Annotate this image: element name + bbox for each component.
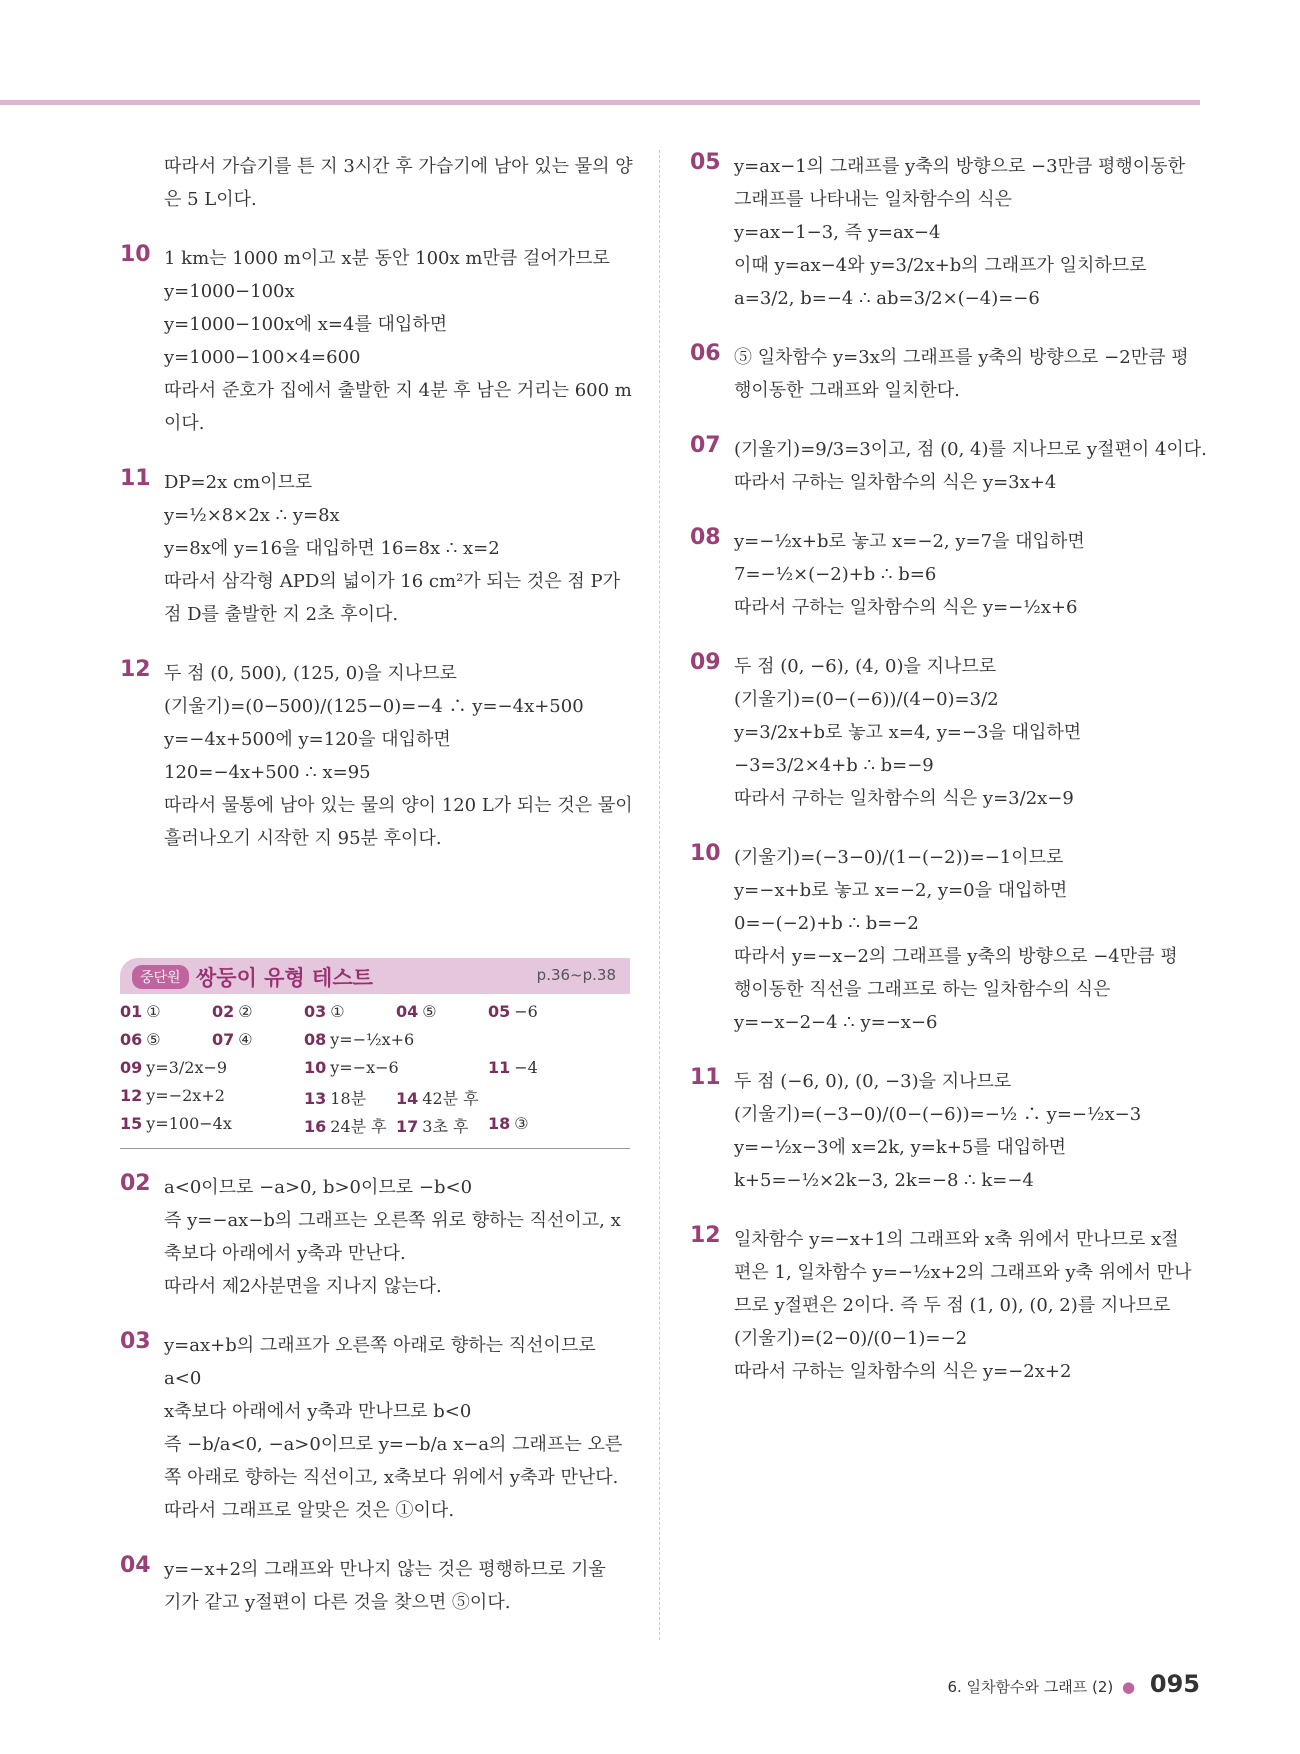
solution-line: 행이동한 직선을 그래프로 하는 일차함수의 식은 bbox=[734, 979, 1111, 1000]
solution-line: 두 점 (−6, 0), (0, −3)을 지나므로 bbox=[734, 1071, 1012, 1092]
problem-number: 02 bbox=[120, 1171, 151, 1196]
problem bbox=[690, 1065, 1210, 1197]
solution-line: 따라서 그래프로 알맞은 것은 ①이다. bbox=[164, 1500, 455, 1521]
solution-line: 따라서 y=−x−2의 그래프를 y축의 방향으로 −4만큼 평 bbox=[734, 946, 1178, 967]
solution-line: 따라서 물통에 남아 있는 물의 양이 120 L가 되는 것은 물이 bbox=[164, 795, 633, 816]
solution-line: y=1000−100x bbox=[164, 281, 295, 302]
answer-value: y=100−4x bbox=[146, 1114, 232, 1133]
solution-line: (기울기)=(−3−0)/(0−(−6))=−½ ∴ y=−½x−3 bbox=[734, 1104, 1142, 1125]
answer-number: 08 bbox=[304, 1030, 327, 1049]
solution-line: 1 km는 1000 m이고 x분 동안 100x m만큼 걸어가므로 bbox=[164, 248, 610, 269]
problem-number: 08 bbox=[690, 525, 721, 550]
solution-line: 따라서 구하는 일차함수의 식은 y=−½x+6 bbox=[734, 597, 1078, 618]
answer-value: ② bbox=[238, 1002, 253, 1021]
answer-number: 02 bbox=[212, 1002, 235, 1021]
problem bbox=[690, 841, 1210, 1039]
section-header bbox=[120, 958, 630, 994]
problem bbox=[120, 1171, 630, 1303]
answer-value: ⑤ bbox=[422, 1002, 437, 1021]
left-column-top bbox=[120, 150, 633, 881]
problem-number: 04 bbox=[120, 1553, 151, 1578]
problem bbox=[120, 466, 630, 631]
problem-number: 09 bbox=[690, 650, 721, 675]
problem bbox=[690, 150, 1210, 315]
solution-line: y=−x+2의 그래프와 만나지 않는 것은 평행하므로 기울 bbox=[164, 1559, 606, 1580]
problem-number: 11 bbox=[120, 466, 151, 491]
bullet-icon: ● bbox=[1122, 1678, 1136, 1696]
solution-line: y=3/2x+b로 놓고 x=4, y=−3을 대입하면 bbox=[734, 722, 1082, 743]
answer-number: 18 bbox=[488, 1114, 511, 1133]
solution-line: 따라서 가습기를 튼 지 3시간 후 가습기에 남아 있는 물의 양 bbox=[164, 156, 633, 177]
solution-line: 축보다 아래에서 y축과 만난다. bbox=[164, 1243, 406, 1264]
answer-grid bbox=[120, 1002, 630, 1142]
problem bbox=[120, 1553, 630, 1619]
answer-item bbox=[396, 1114, 468, 1137]
answer-number: 04 bbox=[396, 1002, 419, 1021]
problem bbox=[690, 433, 1210, 499]
answer-value: −6 bbox=[514, 1002, 538, 1021]
answer-value: 18분 bbox=[330, 1089, 367, 1108]
solution-line: 따라서 삼각형 APD의 넓이가 16 cm²가 되는 것은 점 P가 bbox=[164, 571, 621, 592]
solution-line: 쪽 아래로 향하는 직선이고, x축보다 위에서 y축과 만난다. bbox=[164, 1467, 619, 1488]
solution-line: −3=3/2×4+b ∴ b=−9 bbox=[734, 755, 934, 776]
solution-line: y=−x+b로 놓고 x=−2, y=0을 대입하면 bbox=[734, 880, 1068, 901]
solution-line: y=ax+b의 그래프가 오른쪽 아래로 향하는 직선이므로 bbox=[164, 1335, 596, 1356]
solution-line: k+5=−½×2k−3, 2k=−8 ∴ k=−4 bbox=[734, 1170, 1034, 1191]
solution-line: y=½×8×2x ∴ y=8x bbox=[164, 505, 340, 526]
solution-line: 이다. bbox=[164, 413, 205, 434]
answer-value: y=−½x+6 bbox=[330, 1030, 415, 1049]
problem bbox=[120, 150, 633, 216]
solution-line: 120=−4x+500 ∴ x=95 bbox=[164, 762, 371, 783]
section-title: 쌍둥이 유형 테스트 bbox=[196, 966, 373, 990]
solution-line: DP=2x cm이므로 bbox=[164, 472, 313, 493]
answer-item bbox=[120, 1030, 161, 1049]
solution-line: x축보다 아래에서 y축과 만나므로 b<0 bbox=[164, 1401, 472, 1422]
answer-item bbox=[120, 1058, 227, 1077]
problem bbox=[120, 242, 630, 440]
solution-line: 따라서 구하는 일차함수의 식은 y=3/2x−9 bbox=[734, 788, 1074, 809]
problem-number: 07 bbox=[690, 433, 721, 458]
answer-value: ① bbox=[146, 1002, 161, 1021]
problem bbox=[690, 525, 1210, 624]
solution-line: y=ax−1의 그래프를 y축의 방향으로 −3만큼 평행이동한 bbox=[734, 156, 1185, 177]
solution-line: 두 점 (0, −6), (4, 0)을 지나므로 bbox=[734, 656, 997, 677]
solution-line: y=−½x+b로 놓고 x=−2, y=7을 대입하면 bbox=[734, 531, 1085, 552]
problem-number: 12 bbox=[690, 1223, 721, 1248]
answer-number: 14 bbox=[396, 1089, 419, 1108]
solution-line: 즉 y=−ax−b의 그래프는 오른쪽 위로 향하는 직선이고, x bbox=[164, 1210, 621, 1231]
solution-line: 행이동한 그래프와 일치한다. bbox=[734, 380, 960, 401]
answer-number: 11 bbox=[488, 1058, 511, 1077]
answer-item bbox=[304, 1114, 387, 1137]
solution-line: y=1000−100×4=600 bbox=[164, 347, 361, 368]
answer-item bbox=[304, 1030, 414, 1049]
problem-number: 12 bbox=[120, 657, 151, 682]
answer-number: 16 bbox=[304, 1117, 327, 1136]
problem-number: 10 bbox=[690, 841, 721, 866]
top-rule bbox=[0, 100, 1200, 105]
answer-number: 01 bbox=[120, 1002, 143, 1021]
answer-value: ③ bbox=[514, 1114, 529, 1133]
problem bbox=[120, 1329, 630, 1527]
page-number: 095 bbox=[1149, 1670, 1200, 1698]
solution-line: 따라서 구하는 일차함수의 식은 y=3x+4 bbox=[734, 472, 1057, 493]
solution-line: 즉 −b/a<0, −a>0이므로 y=−b/a x−a의 그래프는 오른 bbox=[164, 1434, 623, 1455]
answer-item bbox=[120, 1114, 232, 1133]
solution-line: 그래프를 나타내는 일차함수의 식은 bbox=[734, 189, 1012, 210]
right-column bbox=[690, 150, 1210, 1414]
solution-line: 일차함수 y=−x+1의 그래프와 x축 위에서 만나므로 x절 bbox=[734, 1229, 1179, 1250]
answer-item bbox=[488, 1058, 538, 1077]
problem bbox=[690, 1223, 1210, 1388]
answer-number: 03 bbox=[304, 1002, 327, 1021]
chapter-title: 6. 일차함수와 그래프 (2) bbox=[947, 1678, 1114, 1696]
problem-number: 11 bbox=[690, 1065, 721, 1090]
answer-item bbox=[304, 1058, 399, 1077]
answer-item bbox=[396, 1002, 437, 1021]
solution-line: 0=−(−2)+b ∴ b=−2 bbox=[734, 913, 919, 934]
answer-number: 07 bbox=[212, 1030, 235, 1049]
problem bbox=[690, 341, 1210, 407]
answer-value: ④ bbox=[238, 1030, 253, 1049]
problem-number: 06 bbox=[690, 341, 721, 366]
solution-line: a<0이므로 −a>0, b>0이므로 −b<0 bbox=[164, 1177, 473, 1198]
solution-line: a<0 bbox=[164, 1368, 202, 1389]
answer-number: 13 bbox=[304, 1089, 327, 1108]
solution-line: y=8x에 y=16을 대입하면 16=8x ∴ x=2 bbox=[164, 538, 500, 559]
answer-number: 10 bbox=[304, 1058, 327, 1077]
answer-number: 12 bbox=[120, 1086, 143, 1105]
solution-line: (기울기)=(0−500)/(125−0)=−4 ∴ y=−4x+500 bbox=[164, 696, 584, 717]
solution-line: ⑤ 일차함수 y=3x의 그래프를 y축의 방향으로 −2만큼 평 bbox=[734, 347, 1189, 368]
solution-line: y=ax−1−3, 즉 y=ax−4 bbox=[734, 222, 941, 243]
solution-line: 므로 y절편은 2이다. 즉 두 점 (1, 0), (0, 2)를 지나므로 bbox=[734, 1295, 1171, 1316]
solution-line: 두 점 (0, 500), (125, 0)을 지나므로 bbox=[164, 663, 457, 684]
solution-line: 이때 y=ax−4와 y=3/2x+b의 그래프가 일치하므로 bbox=[734, 255, 1147, 276]
answer-number: 09 bbox=[120, 1058, 143, 1077]
answer-item bbox=[120, 1002, 161, 1021]
solution-line: (기울기)=(−3−0)/(1−(−2))=−1이므로 bbox=[734, 847, 1064, 868]
solution-line: 기가 같고 y절편이 다른 것을 찾으면 ⑤이다. bbox=[164, 1592, 511, 1613]
answer-item bbox=[304, 1086, 366, 1109]
answer-value: 3초 후 bbox=[422, 1117, 469, 1136]
problem-number: 10 bbox=[120, 242, 151, 267]
solution-line: 편은 1, 일차함수 y=−½x+2의 그래프와 y축 위에서 만나 bbox=[734, 1262, 1192, 1283]
solution-line: (기울기)=9/3=3이고, 점 (0, 4)를 지나므로 y절편이 4이다. bbox=[734, 439, 1207, 460]
solution-line: y=−x−2−4 ∴ y=−x−6 bbox=[734, 1012, 938, 1033]
solution-line: y=−4x+500에 y=120을 대입하면 bbox=[164, 729, 451, 750]
problem bbox=[690, 650, 1210, 815]
answer-value: 24분 후 bbox=[330, 1117, 387, 1136]
answer-item bbox=[396, 1086, 479, 1109]
answer-value: y=−x−6 bbox=[330, 1058, 399, 1077]
answer-value: ① bbox=[330, 1002, 345, 1021]
answer-item bbox=[120, 1086, 225, 1105]
solution-line: 따라서 구하는 일차함수의 식은 y=−2x+2 bbox=[734, 1361, 1072, 1382]
column-divider bbox=[659, 150, 660, 1640]
problem-number: 05 bbox=[690, 150, 721, 175]
answer-divider bbox=[120, 1148, 630, 1149]
solution-line: 은 5 L이다. bbox=[164, 189, 257, 210]
problem bbox=[120, 657, 633, 855]
answer-value: ⑤ bbox=[146, 1030, 161, 1049]
left-column-bottom bbox=[120, 1171, 630, 1619]
solution-line: 따라서 제2사분면을 지나지 않는다. bbox=[164, 1276, 442, 1297]
answer-number: 05 bbox=[488, 1002, 511, 1021]
solution-line: (기울기)=(2−0)/(0−1)=−2 bbox=[734, 1328, 968, 1349]
answer-value: y=3/2x−9 bbox=[146, 1058, 228, 1077]
answer-item bbox=[212, 1030, 253, 1049]
answer-item bbox=[212, 1002, 253, 1021]
answer-item bbox=[488, 1002, 538, 1021]
answer-number: 15 bbox=[120, 1114, 143, 1133]
answer-key bbox=[120, 958, 630, 1645]
solution-line: y=−½x−3에 x=2k, y=k+5를 대입하면 bbox=[734, 1137, 1066, 1158]
answer-item bbox=[304, 1002, 345, 1021]
solution-line: y=1000−100x에 x=4를 대입하면 bbox=[164, 314, 448, 335]
solution-line: 점 D를 출발한 지 2초 후이다. bbox=[164, 604, 399, 625]
solution-line: 따라서 준호가 집에서 출발한 지 4분 후 남은 거리는 600 m bbox=[164, 380, 632, 401]
page-footer bbox=[947, 1670, 1200, 1698]
section-pages: p.36~p.38 bbox=[536, 966, 616, 984]
section-tag: 중단원 bbox=[132, 965, 189, 989]
solution-line: 흘러나오기 시작한 지 95분 후이다. bbox=[164, 828, 442, 849]
answer-number: 06 bbox=[120, 1030, 143, 1049]
answer-value: 42분 후 bbox=[422, 1089, 479, 1108]
answer-item bbox=[488, 1114, 529, 1133]
solution-line: a=3/2, b=−4 ∴ ab=3/2×(−4)=−6 bbox=[734, 288, 1040, 309]
problem-number: 03 bbox=[120, 1329, 151, 1354]
solution-line: 7=−½×(−2)+b ∴ b=6 bbox=[734, 564, 937, 585]
solution-line: (기울기)=(0−(−6))/(4−0)=3/2 bbox=[734, 689, 999, 710]
answer-value: y=−2x+2 bbox=[146, 1086, 225, 1105]
answer-number: 17 bbox=[396, 1117, 419, 1136]
answer-value: −4 bbox=[514, 1058, 538, 1077]
